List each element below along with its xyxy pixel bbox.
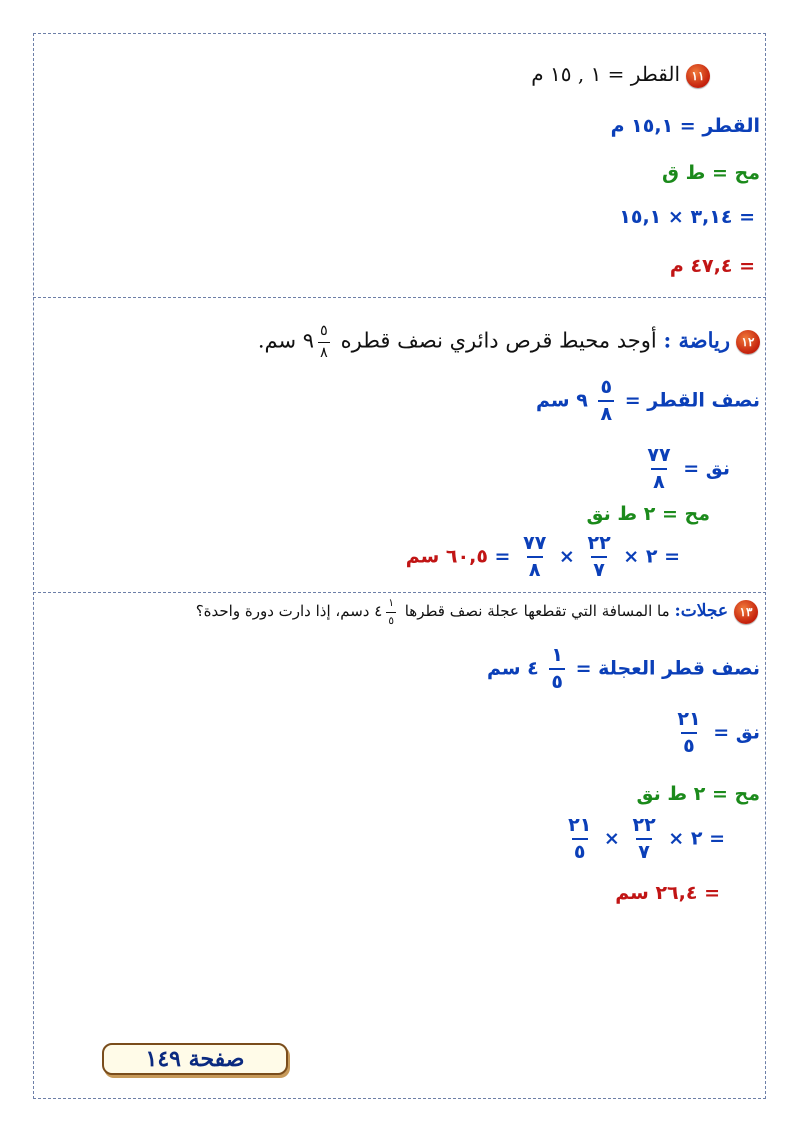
q11-line-diameter: القطر = ١٥,١ م	[610, 115, 760, 137]
q13-line-result: = ٢٦,٤ سم	[615, 882, 720, 904]
q12-radius-fraction: $\frac{٥}{٨}$	[600, 376, 613, 425]
q13-radius-fraction: $\frac{١}{٥}$	[551, 644, 564, 693]
q12-r-fraction: $\frac{٧٧}{٨}$	[647, 444, 671, 493]
q13-line-radius: نصف قطر العجلة = $\frac{١}{٥}$ ٤ سم	[486, 644, 760, 693]
q13-sub-fraction-2: $\frac{٢١}{٥}$	[568, 814, 592, 863]
q11-question	[531, 62, 710, 88]
q11-number-badge: ١١	[686, 64, 710, 88]
q11-line-substitution: = ٣,١٤ × ١٥,١	[619, 206, 755, 228]
q12-number-badge: ١٢	[736, 330, 760, 354]
q13-sub-fraction-1: $\frac{٢٢}{٧}$	[632, 814, 656, 863]
q11-question-text: القطر = ١ , ١٥ م	[531, 62, 680, 86]
divider-2	[33, 592, 766, 593]
q12-line-result: = ٢ × $\frac{٢٢}{٧}$ × $\frac{٧٧}{٨}$ = ٦٠,٥ سم	[405, 532, 680, 581]
page-number-tab: صفحة ١٤٩	[102, 1043, 288, 1075]
q13-question-post: ٤ دسم، إذا دارت دورة واحدة؟	[195, 602, 383, 620]
q12-question-pre: أوجد محيط قرص دائري نصف قطره	[340, 328, 657, 353]
q12-line-r: نق = $\frac{٧٧}{٨}$	[647, 444, 730, 493]
q12-result-value: ٦٠,٥ سم	[405, 545, 488, 568]
q12-line-radius: نصف القطر = $\frac{٥}{٨}$ ٩ سم	[536, 376, 760, 425]
q13-title: عجلات:	[674, 601, 728, 621]
q13-number-badge: ١٣	[734, 600, 758, 624]
q12-question-fraction: $\frac{٥}{٨}$	[320, 322, 328, 361]
q13-question-pre: ما المسافة التي تقطعها عجلة نصف قطرها	[404, 602, 670, 620]
q12-result-fraction-1: $\frac{٢٢}{٧}$	[587, 532, 611, 581]
q11-line-result: = ٤٧,٤ م	[669, 255, 755, 277]
q13-line-substitution: = ٢ × $\frac{٢٢}{٧}$ × $\frac{٢١}{٥}$	[568, 814, 725, 863]
q12-question	[258, 324, 760, 360]
q12-question-post: ٩ سم.	[257, 328, 315, 353]
q13-question-fraction: $\frac{١}{٥}$	[388, 597, 394, 627]
q12-result-fraction-2: $\frac{٧٧}{٨}$	[523, 532, 547, 581]
q12-title: رياضة :	[663, 327, 730, 353]
q13-line-formula: مح = ٢ ط نق	[636, 783, 760, 805]
q12-line-formula: مح = ٢ ط نق	[586, 503, 710, 525]
q13-line-r: نق = $\frac{٢١}{٥}$	[677, 708, 760, 757]
q11-line-formula: مح = ط ق	[662, 162, 760, 184]
q13-question	[196, 598, 758, 626]
q13-r-fraction: $\frac{٢١}{٥}$	[677, 708, 701, 757]
divider-1	[33, 297, 766, 298]
